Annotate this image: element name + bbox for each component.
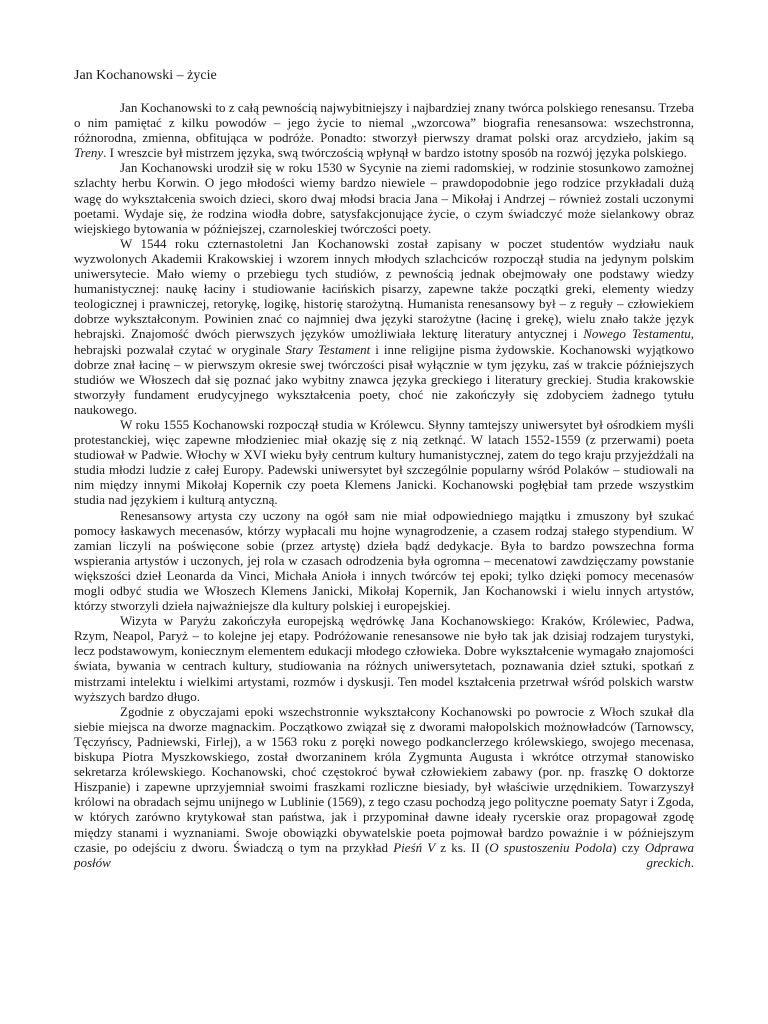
text-run: ) czy	[612, 839, 645, 855]
italic-title: Odprawa posłów greckich	[74, 839, 694, 870]
paragraph	[74, 613, 694, 704]
italic-title: Treny	[74, 145, 104, 161]
text-run: .	[690, 854, 694, 870]
italic-title: Nowego Testamentu	[583, 326, 691, 342]
text-run: Zgodnie z obyczajami epoki wszechstronnie wykształcony Kochanowski po powrocie z Włoch szukał dla siebie miejsca na dworze magnackim. Początkowo związał się z dworami małopolskich możnowładców (Tarnowscy, Tęczyńscy, Padniewski, Firlej), a w 1563 roku z poręki nowego podkanclerzego królewskiego, swojego mecenasa, biskupa Piotra Myszkowskiego, został dworzaninem króla Zygmunta Augusta i wkrótce otrzymał stanowisko sekretarza królewskiego. Kochanowski, choć częstokroć bywał człowiekiem zabawy (por. np. fraszkę O doktorze Hiszpanie) i zapewne uprzyjemniał swoimi fraszkami rozliczne biesiady, był właściwie urzędnikiem. Towarzyszył królowi na obradach sejmu unijnego w Lublinie (1569), z tego czasu pochodzą jego polityczne poematy Satyr i Zgoda, w których zarówno krytykował stan państwa, jak i przypominał dawne ideały rycerskie oraz propagował zgodę między stanami i wyznaniami. Swoje obowiązki obywatelskie poeta pojmował bardzo poważnie i w późniejszym czasie, po odejściu z dworu. Świadczą o tym na przykład	[74, 703, 694, 855]
text-run: Wizyta w Paryżu zakończyła europejską wędrówkę Jana Kochanowskiego: Kraków, Królewiec, Padwa, Rzym, Neapol, Paryż – to kolejne jej etapy. Podróżowanie renesansowe nie było tak jak dzisiaj rodzajem turystyki, lecz podstawowym, koniecznym elementem edukacji młodego człowieka. Dobre wykształcenie wymagało znajomości świata, bywania w centrach kultury, studiowania na różnych uniwersytetach, poznawania dzieł sztuki, spotkań z mistrzami intelektu i wielkimi artystami, rozmów i dyskusji. Ten model kształcenia przetrwał wśród polskich warstw wyższych bardzo długo.	[74, 613, 694, 704]
paragraph	[74, 417, 694, 508]
italic-title: O spustoszeniu Podola	[489, 839, 613, 855]
text-run: . I wreszcie był mistrzem języka, swą twórczością wpłynął w bardzo istotny sposób na rozwój języka polskiego.	[103, 145, 687, 161]
document-title: Jan Kochanowski – życie	[74, 68, 217, 83]
paragraph	[74, 704, 694, 870]
text-run: Jan Kochanowski urodził się w roku 1530 w Sycynie na ziemi radomskiej, w rodzinie stosunkowo zamożnej szlachty herbu Korwin. O jego młodości wiemy bardzo niewiele – prawdopodobnie jego rodzice przykładali dużą wagę do wykształcenia swoich dzieci, skoro dwaj młodsi bracia Jana – Mikołaj i Andrzej – również zostali uczonymi poetami. Wydaje się, że rodzina wiodła dobre, satysfakcjonujące życie, o czym świadczyć może sielankowy obraz wiejskiego bytowania w późniejszej, czarnoleskiej twórczości poety.	[74, 160, 694, 236]
text-run: Jan Kochanowski to z całą pewnością najwybitniejszy i najbardziej znany twórca polskiego renesansu. Trzeba o nim pamiętać z kilku powodów – jego życie to niemal „wzorcowa” biografia renesansowa: wszechstronna, różnorodna, zmienna, obfitująca w podróże. Ponadto: stworzył pierwszy dramat polski oraz arcydzieło, jakim są	[74, 100, 694, 146]
paragraph	[74, 100, 694, 160]
italic-title: Pieśń V	[393, 839, 436, 855]
italic-title: Stary Testament	[285, 341, 371, 357]
paragraph	[74, 236, 694, 417]
text-run: Renesansowy artysta czy uczony na ogół sam nie miał odpowiedniego majątku i zmuszony był szukać pomocy łaskawych mecenasów, którzy wypłacali mu hojne wynagrodzenie, a czasem rodzaj stałego stypendium. W zamian liczyli na poświęcone sobie (przez artystę) dzieła bądź dedykacje. Była to bardzo powszechna forma wspierania artystów i uczonych, jej rola w czasach odrodzenia była ogromna – mecenatowi zawdzięczamy powstanie większości dzieł Leonarda da Vinci, Michała Anioła i innych twórców tej epoki; tylko dzięki pomocy mecenasów mogli odbyć studia we Włoszech Klemens Janicki, Mikołaj Kopernik, Jan Kochanowski i wielu innych artystów, którzy stworzyli dzieła najważniejsze dla kultury polskiej i europejskiej.	[74, 507, 694, 614]
document-body	[74, 100, 694, 870]
text-run: , hebrajski pozwalał czytać w oryginale	[74, 326, 695, 357]
text-run: W roku 1555 Kochanowski rozpoczął studia w Królewcu. Słynny tamtejszy uniwersytet był ośrodkiem myśli protestanckiej, więc zapewne młodzieniec miał okazję się z nią zetknąć. W latach 1552-1559 (z przerwami) poeta studiował w Padwie. Włochy w XVI wieku były centrum kultury humanistycznej, zatem do tego kraju przyjeżdżali na studia młodzi ludzie z całej Europy. Padewski uniwersytet był szczególnie popularny wśród Polaków – studiowali na nim między innymi Mikołaj Kopernik czy poeta Klemens Janicki. Kochanowski pogłębiał tam przede wszystkim studia nad językiem i kulturą antyczną.	[74, 416, 694, 508]
text-run: W 1544 roku czternastoletni Jan Kochanowski został zapisany w poczet studentów wydziału nauk wyzwolonych Akademii Krakowskiej i wzorem innych młodych szlachciców rozpoczął studia na jedynym polskim uniwersytecie. Mało wiemy o przebiegu tych studiów, z pewnością jednak obejmowały one podstawy wiedzy humanistycznej: naukę łaciny i studiowanie łacińskich pisarzy, zapewne także początki greki, elementy wiedzy teologicznej i prawniczej, retorykę, logikę, historię starożytną. Humanista renesansowy był – z reguły – człowiekiem dobrze wykształconym. Powinien znać co najmniej dwa języki starożytne (łacinę i grekę), wielu znało także język hebrajski. Znajomość dwóch pierwszych języków umożliwiała lekturę literatury antycznej i	[74, 235, 694, 342]
paragraph	[74, 508, 694, 614]
text-run: i inne religijne pisma żydowskie. Kochanowski wyjątkowo dobrze znał łacinę – w pierwszym okresie swej twórczości pisał wyłącznie w tym języku, zaś w trakcie późniejszych studiów we Włoszech dał się poznać jako wybitny znawca języka greckiego i literatury greckiej. Studia krakowskie stworzyły fundament erudycyjnego wykształcenia poety, choć nie zakończyły się zdobyciem żadnego tytułu naukowego.	[74, 341, 694, 417]
paragraph	[74, 160, 694, 235]
text-run: z ks. II (	[435, 839, 490, 855]
